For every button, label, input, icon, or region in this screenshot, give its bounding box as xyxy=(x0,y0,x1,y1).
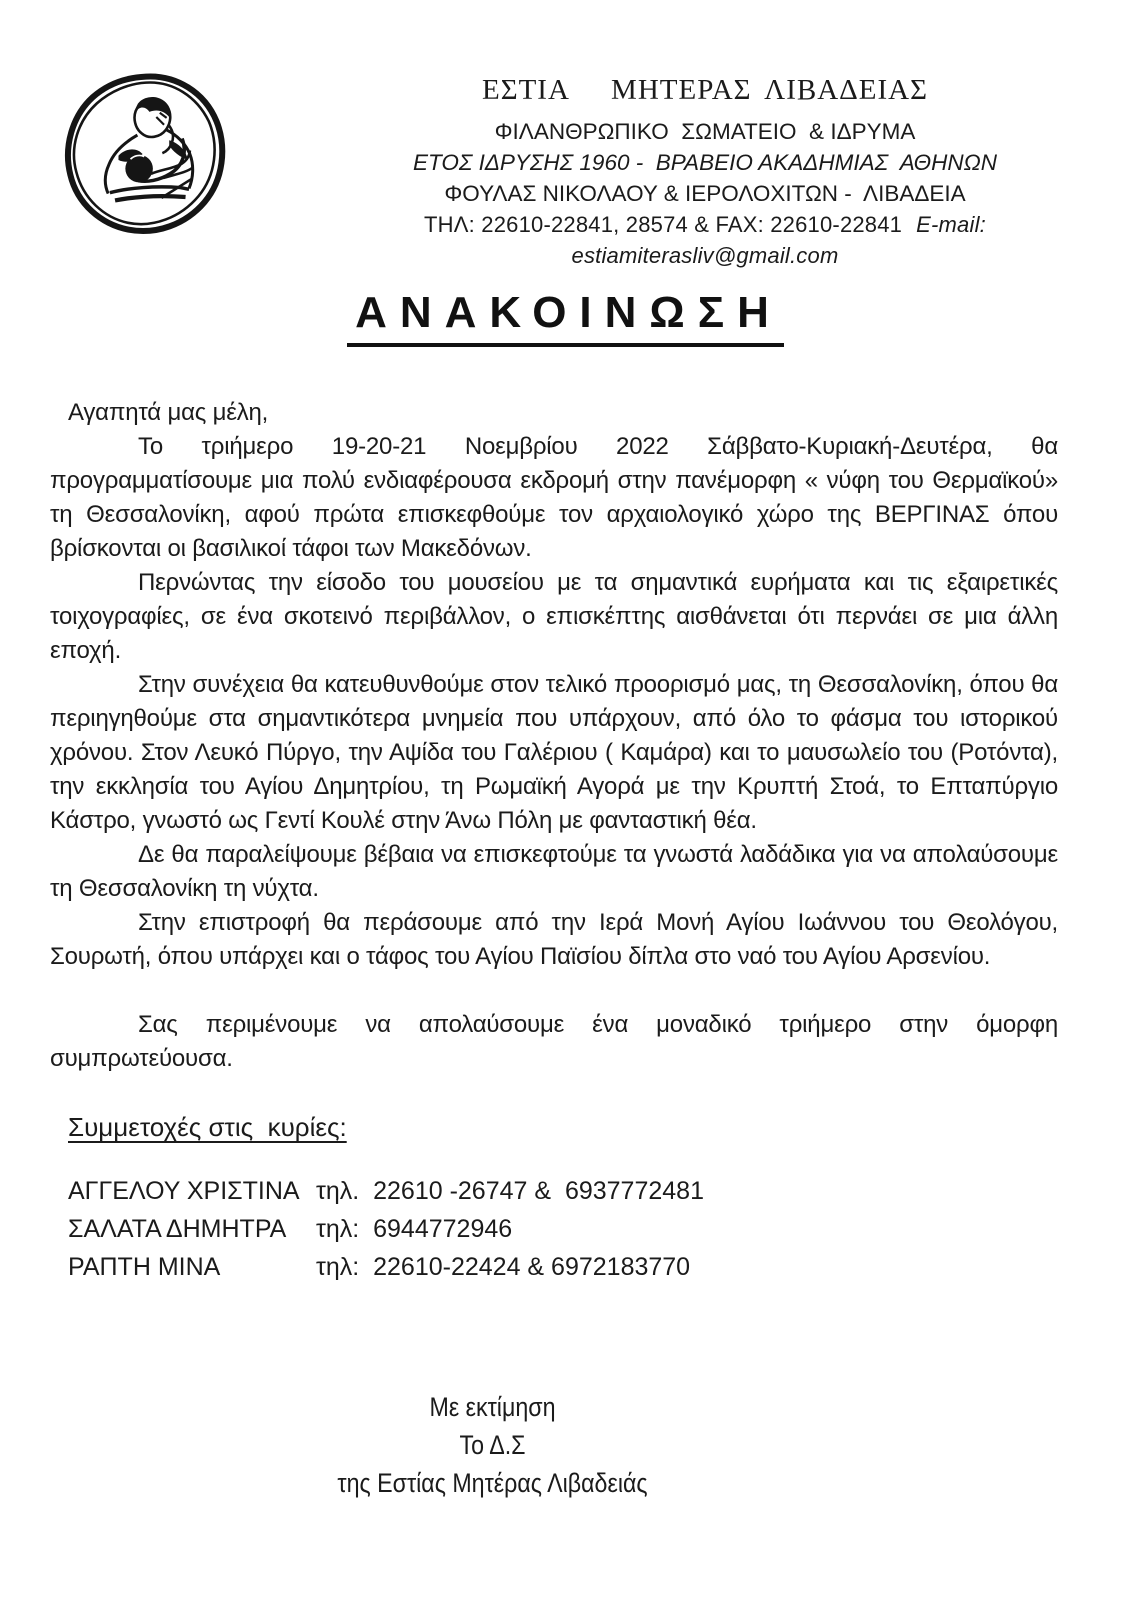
paragraph-thessaloniki-sights: Στην συνέχεια θα κατευθυνθούμε στον τελικό προορισμό μας, τη Θεσσαλονίκη, όπου θα περιηγηθούμε στα σημαντικότερα μνημεία που υπάρχουν, από όλο το φάσμα του ιστορικού χρόνου. Στον Λευκό Πύργο, την Αψίδα του Γαλέριου ( Καμάρα) και το μαυσωλείο του (Ροτόντα), την εκκλησία του Αγίου Δημητρίου, τη Ρωμαϊκή Αγορά με την Κρυπτή Στοά, το Επταπύργιο Κάστρο, γνωστό ως Γεντί Κουλέ στην Άνω Πόλη με φανταστική θέα. xyxy=(50,671,1058,834)
contact-list xyxy=(68,1172,704,1286)
letter-body xyxy=(50,396,1058,1076)
contact-phone: τηλ. 22610 -26747 & 6937772481 xyxy=(316,1177,704,1205)
contact-phone: τηλ: 6944772946 xyxy=(316,1215,513,1243)
paragraph-closing: Σας περιμένουμε να απολαύσουμε ένα μοναδικό τριήμερο στην όμορφη συμπρωτεύουσα. xyxy=(50,1011,1058,1072)
founding-line: ΕΤΟΣ ΙΔΡΥΣΗΣ 1960 - ΒΡΑΒΕΙΟ ΑΚΑΔΗΜΙΑΣ ΑΘΗΝΩΝ xyxy=(412,150,997,175)
paragraph-ladadika: Δε θα παραλείψουμε βέβαια να επισκεφτούμε τα γνωστά λαδάδικα για να απολαύσουμε τη Θεσσαλονίκη τη νύχτα. xyxy=(50,841,1058,902)
address-line: ΦΟΥΛΑΣ ΝΙΚΟΛΑΟΥ & ΙΕΡΟΛΟΧΙΤΩΝ - ΛΙΒΑΔΕΙΑ xyxy=(444,181,966,206)
contact-row xyxy=(68,1248,704,1286)
participation-heading: Συμμετοχές στις κυρίες: xyxy=(68,1112,347,1142)
phone-fax: ΤΗΛ: 22610-22841, 28574 & FAX: 22610-22841 xyxy=(424,212,903,237)
paragraph-trip-intro: Το τριήμερο 19-20-21 Νοεμβρίου 2022 Σάββατο-Κυριακή-Δευτέρα, θα προγραμματίσουμε μια πολύ ενδιαφέρουσα εκδρομή στην πανέμορφη « νύφη του Θερμαϊκού» τη Θεσσαλονίκη, αφού πρώτα επισκεφθούμε τον αρχαιολογικό χώρο της ΒΕΡΓΙΝΑΣ όπου βρίσκονται οι βασιλικοί τάφοι των Μακεδόνων. xyxy=(50,433,1058,562)
salutation: Αγαπητά μας μέλη, xyxy=(68,399,269,426)
contact-name: ΑΓΓΕΛΟΥ ΧΡΙΣΤΙΝΑ xyxy=(68,1177,300,1205)
page-title: ΑΝΑΚΟΙΝΩΣΗ xyxy=(347,288,784,347)
contact-name: ΣΑΛΑΤΑ ΔΗΜΗΤΡΑ xyxy=(68,1215,287,1243)
contact-name: ΡΑΠΤΗ ΜΙΝΑ xyxy=(68,1253,221,1281)
title-row xyxy=(0,288,1131,347)
org-subtitle: ΦΙΛΑΝΘΡΩΠΙΚΟ ΣΩΜΑΤΕΙΟ & ΙΔΡΥΜΑ xyxy=(494,119,916,144)
signature-board: Το Δ.Σ xyxy=(459,1430,526,1460)
phone-email-line xyxy=(325,209,1085,271)
email-text: E-mail: estiamiterasliv@gmail.com xyxy=(571,212,993,268)
paragraph-museum: Περνώντας την είσοδο του μουσείου με τα σημαντικά ευρήματα και τις εξαιρετικές τοιχογραφίες, σε ένα σκοτεινό περιβάλλον, ο επισκέπτης αισθάνεται ότι περνάει σε μια άλλη εποχή. xyxy=(50,569,1058,664)
org-name: ΕΣΤΙΑ ΜΗΤΕΡΑΣ ΛΙΒΑΔΕΙΑΣ xyxy=(482,74,928,106)
letterhead xyxy=(325,74,1085,271)
paragraph-return: Στην επιστροφή θα περάσουμε από την Ιερά Μονή Αγίου Ιωάννου του Θεολόγου, Σουρωτή, όπου υπάρχει και ο τάφος του Αγίου Παϊσίου δίπλα στο ναό του Αγίου Αρσενίου. xyxy=(50,909,1058,970)
signature-closing: Με εκτίμηση xyxy=(429,1392,556,1422)
mother-and-child-logo-icon xyxy=(60,68,232,240)
contact-row xyxy=(68,1210,704,1248)
contact-row xyxy=(68,1172,704,1210)
signature-org: της Εστίας Μητέρας Λιβαδειάς xyxy=(337,1468,648,1498)
contact-phone: τηλ: 22610-22424 & 6972183770 xyxy=(316,1253,691,1281)
signature-block xyxy=(69,1388,916,1502)
